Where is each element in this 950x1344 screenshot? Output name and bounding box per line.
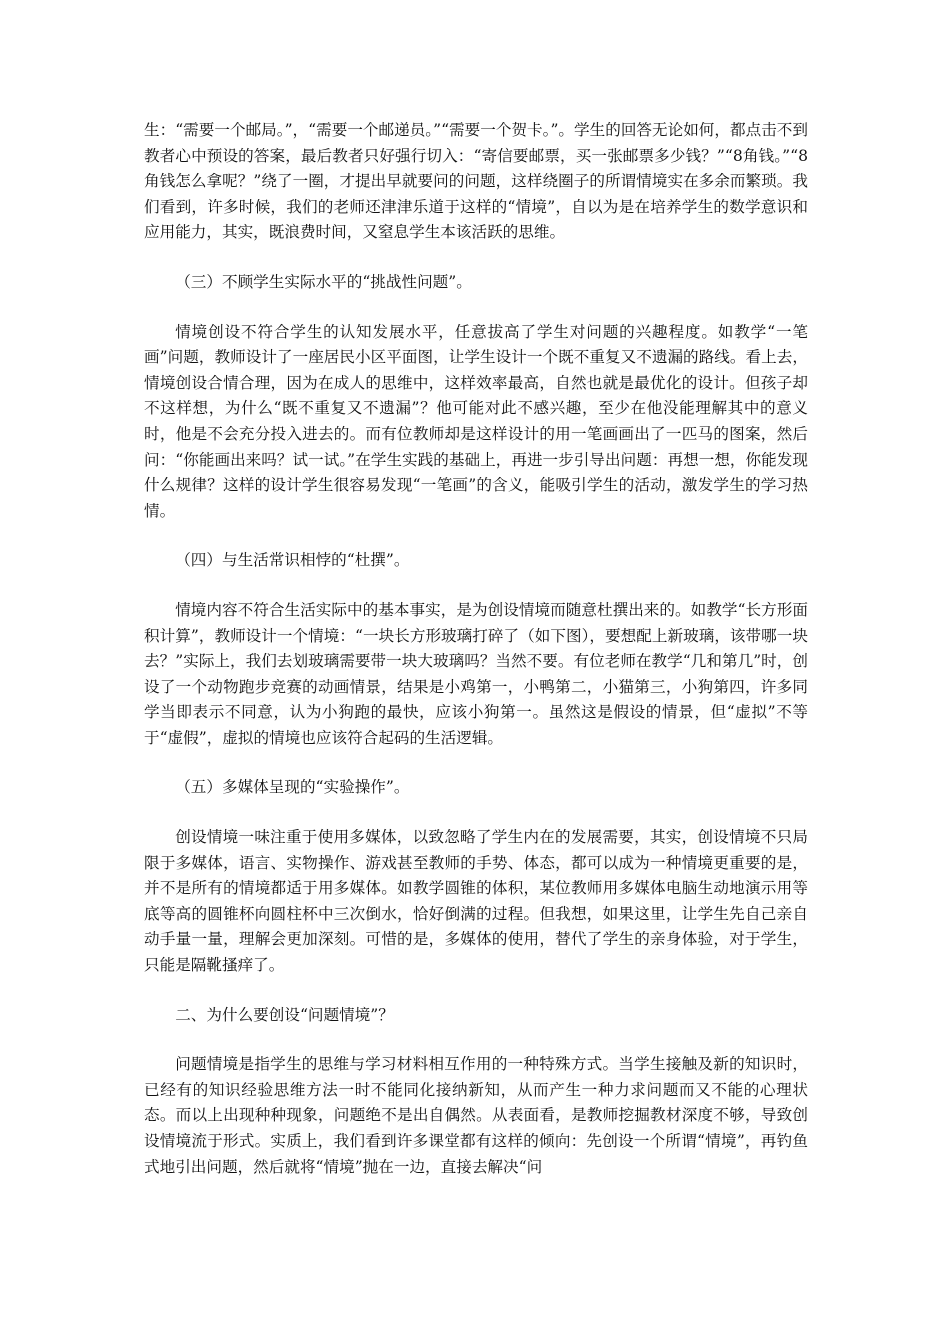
section-heading-2: 二、为什么要创设“问题情境”？ bbox=[175, 1005, 394, 1024]
document-page bbox=[144, 118, 808, 1180]
section-heading-5: （五）多媒体呈现的“实验操作”。 bbox=[175, 778, 410, 797]
paragraph: 情境创设不符合学生的认知发展水平，任意拔高了学生对问题的兴趣程度。如教学“一笔画”问题，教师设计了一座居民小区平面图，让学生设计一个既不重复又不遗漏的路线。看上去，情境创设合情合理，因为在成人的思维中，这样效率最高，自然也就是最优化的设计。但孩子却不这样想，为什么“既不重复又不遗漏”？他可能对此不感兴趣，至少在他没能理解其中的意义时，他是不会充分投入进去的。而有位教师却是这样设计的用一笔画画出了一匹马的图案，然后问：“你能画出来吗？试一试。”在学生实践的基础上，再进一步引导出问题：再想一想，你能发现什么规律？这样的设计学生很容易发现“一笔画”的含义，能吸引学生的活动，激发学生的学习热情。 bbox=[144, 322, 808, 520]
paragraph: 问题情境是指学生的思维与学习材料相互作用的一种特殊方式。当学生接触及新的知识时，已经有的知识经验思维方法一时不能同化接纳新知，从而产生一种力求问题而又不能的心理状态。而以上出现种种现象，问题绝不是出自偶然。从表面看，是教师挖掘教材深度不够，导致创设情境流于形式。实质上，我们看到许多课堂都有这样的倾向：先创设一个所谓“情境”，再钓鱼式地引出问题，然后就将“情境”抛在一边，直接去解决“问 bbox=[144, 1055, 808, 1176]
paragraph: 情境内容不符合生活实际中的基本事实，是为创设情境而随意杜撰出来的。如教学“长方形面积计算”，教师设计一个情境：“一块长方形玻璃打碎了（如下图），要想配上新玻璃，该带哪一块去？”实际上，我们去划玻璃需要带一块大玻璃吗？当然不要。有位老师在教学“几和第几”时，创设了一个动物跑步竞赛的动画情景，结果是小鸡第一，小鸭第二，小猫第三，小狗第四，许多同学当即表示不同意，认为小狗跑的最快，应该小狗第一。虽然这是假设的情景，但“虚拟”不等于“虚假”，虚拟的情境也应该符合起码的生活逻辑。 bbox=[144, 600, 808, 747]
paragraph-continuation: 生：“需要一个邮局。”，“需要一个邮递员。”“需要一个贺卡。”。学生的回答无论如何，都点击不到教者心中预设的答案，最后教者只好强行切入：“寄信要邮票，买一张邮票多少钱？”“8角钱。”“8角钱怎么拿呢？”绕了一圈，才提出早就要问的问题，这样绕圈子的所谓情境实在多余而繁琐。我们看到，许多时候，我们的老师还津津乐道于这样的“情境”，自以为是在培养学生的数学意识和应用能力，其实，既浪费时间，又窒息学生本该活跃的思维。 bbox=[144, 121, 808, 242]
section-heading-4: （四）与生活常识相悖的“杜撰”。 bbox=[175, 551, 410, 570]
section-heading-3: （三）不顾学生实际水平的“挑战性问题”。 bbox=[175, 272, 472, 291]
paragraph: 创设情境一味注重于使用多媒体，以致忽略了学生内在的发展需要，其实，创设情境不只局限于多媒体，语言、实物操作、游戏甚至教师的手势、体态，都可以成为一种情境更重要的是，并不是所有的情境都适于用多媒体。如教学圆锥的体积，某位教师用多媒体电脑生动地演示用等底等高的圆锥杯向圆柱杯中三次倒水，恰好倒满的过程。但我想，如果这里，让学生先自己亲自动手量一量，理解会更加深刻。可惜的是，多媒体的使用，替代了学生的亲身体验，对于学生，只能是隔靴搔痒了。 bbox=[144, 828, 808, 975]
